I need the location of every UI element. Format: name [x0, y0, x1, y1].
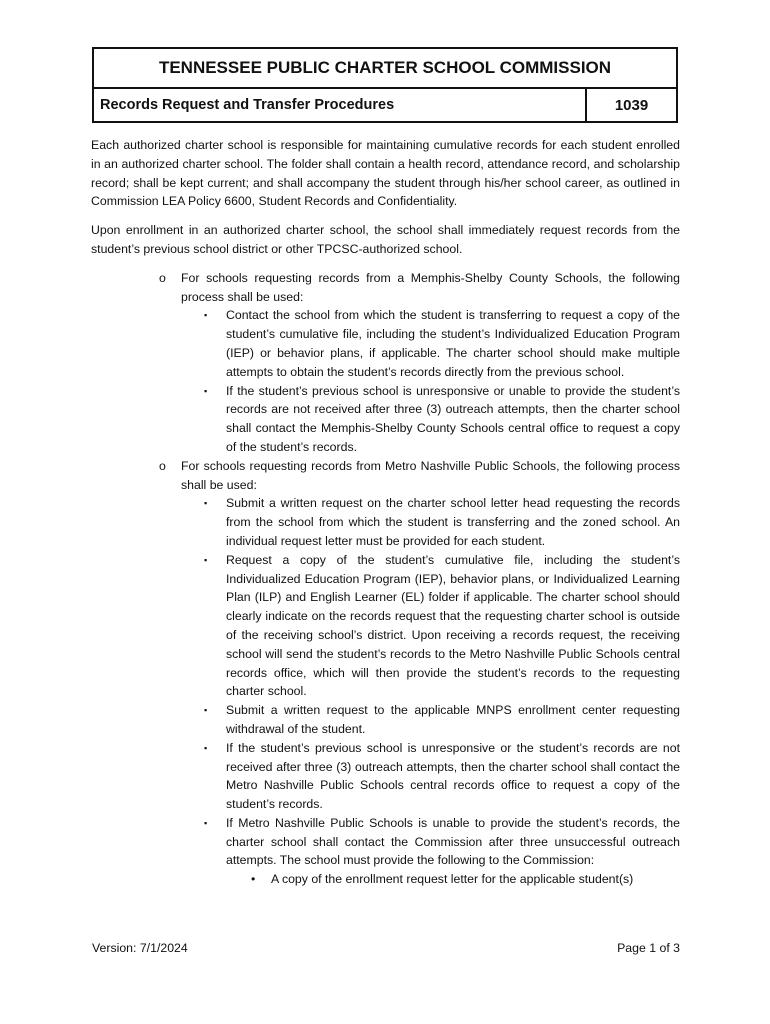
square-bullet-icon: ▪	[204, 817, 208, 828]
step-text: If the student’s previous school is unresponsive or the student’s records are not received after three (3) outreach attempts, then the charter school shall contact the Metro Nashville Public Schools central records office to request a copy of the student’s records.	[226, 740, 680, 812]
enrollment-paragraph: Upon enrollment in an authorized charter school, the school shall immediately request records from the student’s previous school district or other TPCSC-authorized school.	[91, 223, 680, 256]
procedure-section-nashville	[159, 457, 680, 889]
square-bullet-icon: ▪	[204, 310, 208, 321]
square-bullet-icon: ▪	[204, 742, 208, 753]
policy-number: 1039	[614, 96, 649, 114]
list-item	[204, 739, 680, 814]
policy-header-table	[92, 47, 678, 123]
square-bullet-icon: ▪	[204, 498, 208, 509]
list-item	[204, 551, 680, 701]
circle-bullet-icon: o	[159, 270, 166, 285]
step-list	[204, 494, 680, 889]
list-item	[204, 814, 680, 889]
document-body	[91, 136, 680, 889]
step-list	[204, 306, 680, 456]
section-text: For schools requesting records from Metro Nashville Public Schools, the following process shall be used:	[181, 458, 680, 492]
circle-bullet-icon: o	[159, 458, 166, 473]
section-text: For schools requesting records from a Memphis-Shelby County Schools, the following process shall be used:	[181, 270, 680, 304]
step-text: Submit a written request to the applicable MNPS enrollment center requesting withdrawal of the student.	[226, 703, 680, 736]
step-text: If the student’s previous school is unresponsive or unable to provide the student’s records are not received after three (3) outreach attempts, then the charter school shall contact the Memphis-Shelby County Schools central office to request a copy of the student’s records.	[226, 383, 680, 454]
dot-bullet-icon: •	[251, 872, 256, 887]
policy-title: Records Request and Transfer Procedures	[94, 89, 587, 121]
square-bullet-icon: ▪	[204, 705, 208, 716]
square-bullet-icon: ▪	[204, 554, 208, 565]
header-subrow	[94, 89, 676, 121]
sub-step-text: A copy of the enrollment request letter for the applicable student(s)	[271, 872, 634, 887]
list-item	[204, 306, 680, 381]
page-number: Page 1 of 3	[617, 941, 680, 955]
step-text: Request a copy of the student’s cumulative file, including the student’s Individualized Education Program (IEP), behavior plans, or Individualized Learning Plan (ILP) and English Learner (EL) folder if applicable. The charter school should clearly indicate on the records request that the requesting charter school is outside of the receiving school’s district. Upon receiving a records request, the receiving school will send the student’s records to the Metro Nashville Public Schools central records office, which will then provide the student’s records to the requesting charter school.	[226, 552, 680, 699]
list-item	[249, 870, 680, 889]
list-item	[204, 382, 680, 457]
list-item	[204, 701, 680, 739]
version-label: Version: 7/1/2024	[92, 941, 188, 955]
document-title: TENNESSEE PUBLIC CHARTER SCHOOL COMMISSION	[94, 49, 676, 89]
sub-step-list	[249, 870, 680, 889]
intro-paragraph: Each authorized charter school is responsible for maintaining cumulative records for each student enrolled in an authorized charter school. The folder shall contain a health record, attendance record, and scholarship record; shall be kept current; and shall accompany the student through his/her school career, as outlined in Commission LEA Policy 6600, Student Records and Confidentiality.	[91, 138, 680, 209]
step-text: Submit a written request on the charter school letter head requesting the records from the school from which the student is transferring and the zoned school. An individual request letter must be provided for each student.	[226, 496, 680, 548]
list-item	[204, 494, 680, 550]
square-bullet-icon: ▪	[204, 385, 208, 396]
page-footer	[92, 941, 680, 955]
step-text: Contact the school from which the student is transferring to request a copy of the student’s cumulative file, including the student’s Individualized Education Program (IEP) or behavior plans, if applicable. The charter school should make multiple attempts to obtain the student’s records directly from the previous school.	[226, 308, 680, 379]
procedure-section-memphis	[159, 269, 680, 457]
procedure-list	[159, 269, 680, 889]
step-text: If Metro Nashville Public Schools is unable to provide the student’s records, the charter school shall contact the Commission after three unsuccessful outreach attempts. The school must provide the following to the Commission:	[226, 815, 680, 868]
